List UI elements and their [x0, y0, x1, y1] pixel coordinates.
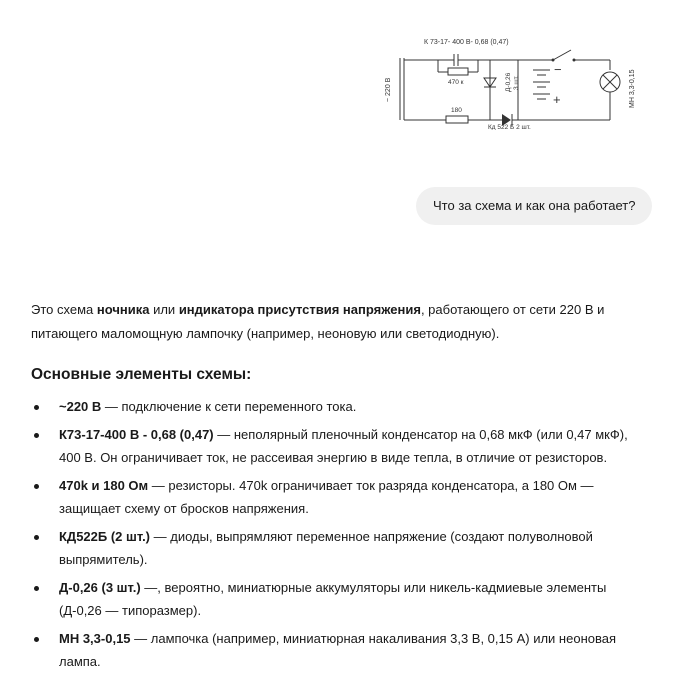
item-term: Д-0,26 (3 шт.): [59, 580, 141, 595]
battery-label: Д-0,26: [505, 72, 512, 92]
list-item: [31, 395, 651, 418]
list-item: [31, 423, 651, 469]
list-item: [31, 627, 651, 673]
answer-intro: [31, 298, 651, 346]
voltage-label: ~ 220 В: [385, 77, 392, 102]
intro-bold-1: ночника: [96, 302, 150, 317]
elements-list: [31, 395, 651, 673]
user-message-bubble: [416, 187, 652, 225]
capacitor-label: К 73-17- 400 В- 0,68 (0,47): [424, 39, 509, 46]
item-term: 470k и 180 Ом: [59, 478, 149, 493]
item-term: КД522Б (2 шт.): [59, 529, 151, 544]
diode-label: Кд 522 Б 2 шт.: [488, 124, 531, 130]
user-message-text: Что за схема и как она работает?: [433, 198, 636, 213]
intro-bold-2: индикатора присутствия напряжения: [178, 302, 421, 317]
battery-count-label: 3 шт.: [513, 75, 520, 90]
plus-sign: +: [553, 92, 561, 107]
bullet-icon: [34, 535, 39, 540]
minus-sign: −: [554, 62, 562, 77]
item-term: МН 3,3-0,15: [59, 631, 131, 646]
resistor-470k-label: 470 к: [448, 79, 464, 86]
bullet-icon: [34, 586, 39, 591]
list-item: [31, 576, 651, 622]
item-description: — лампочка (например, миниатюрная накаливания 3,3 В, 0,15 А) или неоновая лампа.: [59, 631, 617, 669]
item-description: — резисторы. 470k ограничивает ток разряда конденсатора, а 180 Ом — защищает схему от бросков напряжения.: [59, 478, 594, 516]
intro-text-3: , работающего от сети 220 В и питающего маломощную лампочку (например, неоновую или светодиодную).: [31, 302, 605, 341]
section-heading: Основные элементы схемы:: [31, 366, 252, 383]
bullet-icon: [34, 637, 39, 642]
circuit-schematic: [378, 30, 658, 130]
item-description: — неполярный пленочный конденсатор на 0,68 мкФ (или 0,47 мкФ), 400 В. Он ограничивает ток, не рассеивая энергию в виде тепла, в отличие от резисторов.: [59, 427, 628, 465]
item-description: — подключение к сети переменного тока.: [101, 399, 357, 414]
bullet-icon: [34, 433, 39, 438]
bullet-icon: [34, 405, 39, 410]
item-term: ~220 В: [59, 399, 102, 414]
list-item: [31, 474, 651, 520]
lamp-label: МН 3,3-0,15: [629, 69, 636, 108]
item-description: —, вероятно, миниатюрные аккумуляторы или никель-кадмиевые элементы (Д-0,26 — типоразмер).: [59, 580, 607, 618]
item-description: — диоды, выпрямляют переменное напряжение (создают полуволновой выпрямитель).: [59, 529, 593, 567]
intro-text-2: или: [149, 302, 179, 317]
bullet-icon: [34, 484, 39, 489]
assistant-answer: [31, 298, 651, 678]
intro-text-1: Это схема: [31, 302, 97, 317]
item-term: К73-17-400 В - 0,68 (0,47): [59, 427, 214, 442]
list-item: [31, 525, 651, 571]
resistor-180-label: 180: [451, 107, 462, 114]
